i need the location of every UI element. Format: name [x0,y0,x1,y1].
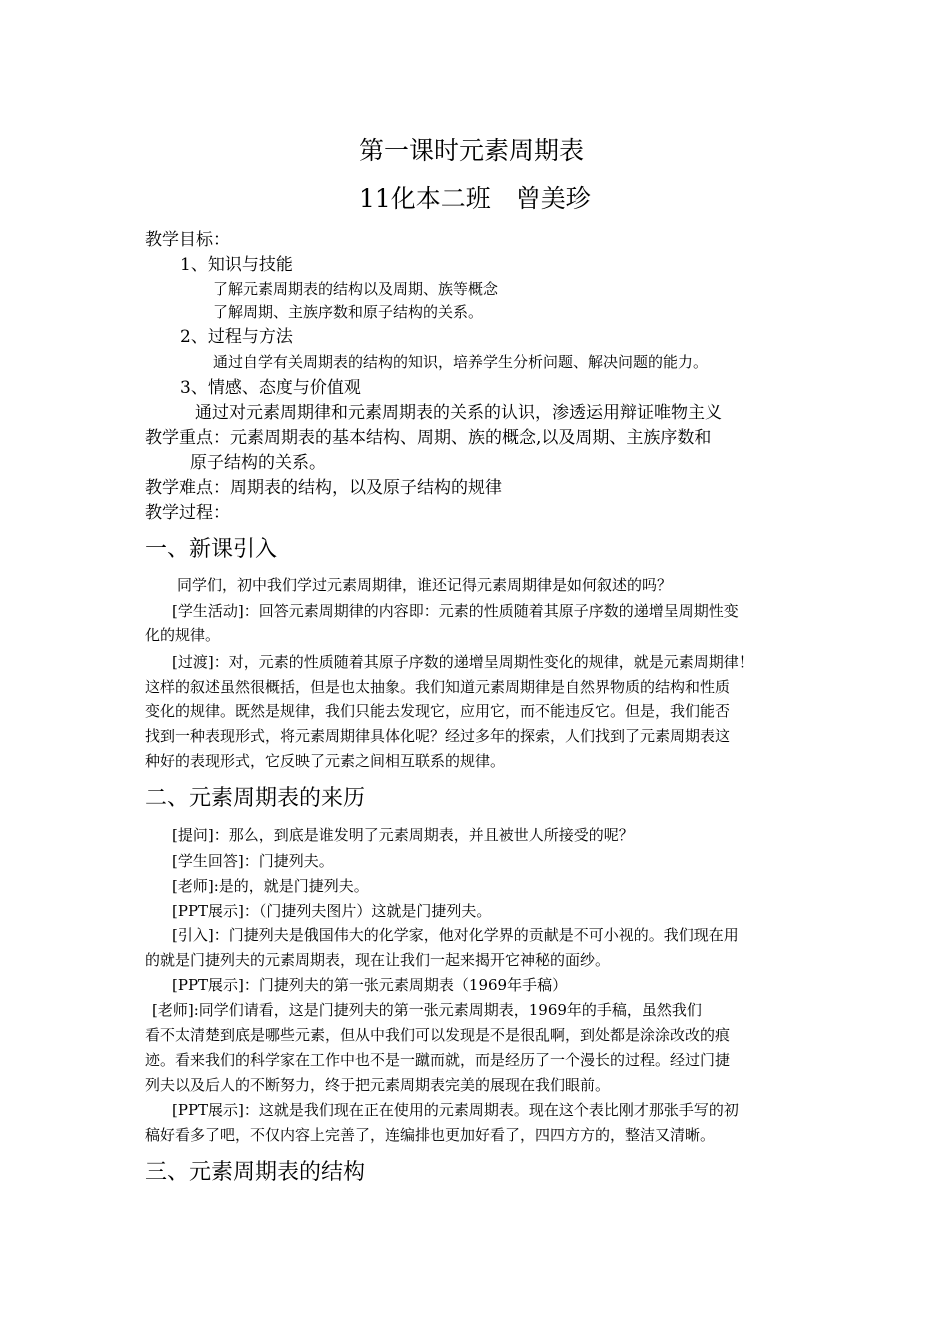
section-2-line: [老师]:是的，就是门捷列夫。 [172,877,369,895]
section-2-line: 的就是门捷列夫的元素周期表，现在让我们一起来揭开它神秘的面纱。 [145,951,611,969]
section-1-line: [过渡]：对，元素的性质随着其原子序数的递增呈周期性变化的规律，就是元素周期律！ [172,653,754,671]
section-1-line: 找到一种表现形式，将元素周期律具体化呢？经过多年的探索，人们找到了元素周期表这 [145,727,731,745]
section-2-line: 迹。看来我们的科学家在工作中也不是一蹴而就，而是经历了一个漫长的过程。经过门捷 [145,1051,731,1069]
objective-2-line-1: 通过自学有关周期表的结构的知识，培养学生分析问题、解决问题的能力。 [213,353,709,371]
section-2-line: [引入]：门捷列夫是俄国伟大的化学家，他对化学界的贡献是不可小视的。我们现在用 [172,926,739,944]
section-2-line: [PPT展示]：门捷列夫的第一张元素周期表（1969年手稿） [172,976,568,994]
objective-1-heading: 1、知识与技能 [180,255,293,275]
section-1-heading: 一、新课引入 [145,537,278,562]
objective-3-heading: 3、情感、态度与价值观 [180,378,361,398]
section-2-line: [学生回答]：门捷列夫。 [172,852,334,870]
section-1-line: 这样的叙述虽然很概括，但是也太抽象。我们知道元素周期律是自然界物质的结构和性质 [145,678,731,696]
objective-3-line-1: 通过对元素周期律和元素周期表的关系的认识，渗透运用辩证唯物主义 [195,403,722,423]
section-2-line: [PPT展示]：（门捷列夫图片）这就是门捷列夫。 [172,902,492,920]
section-1-line: 同学们，初中我们学过元素周期律，谁还记得元素周期律是如何叙述的吗？ [177,576,673,594]
key-points-line-2: 原子结构的关系。 [190,453,326,473]
section-2-line: 看不太清楚到底是哪些元素，但从中我们可以发现是不是很乱啊，到处都是涂涂改改的痕 [145,1026,731,1044]
section-2-line: 稿好看多了吧，不仅内容上完善了，连编排也更加好看了，四四方方的，整洁又清晰。 [145,1126,716,1144]
key-points-line-1: 教学重点：元素周期表的基本结构、周期、族的概念,以及周期、主族序数和 [145,428,712,448]
section-3-heading: 三、元素周期表的结构 [145,1160,366,1185]
process-heading: 教学过程： [145,503,230,523]
section-1-line: 种好的表现形式，它反映了元素之间相互联系的规律。 [145,752,506,770]
section-2-line: [PPT展示]：这就是我们现在正在使用的元素周期表。现在这个表比刚才那张手写的初 [172,1101,739,1119]
section-1-line: [学生活动]：回答元素周期律的内容即：元素的性质随着其原子序数的递增呈周期性变 [172,602,739,620]
objective-1-line-1: 了解元素周期表的结构以及周期、族等概念 [213,280,499,298]
objective-2-heading: 2、过程与方法 [180,327,293,347]
page-title: 第一课时元素周期表 [359,136,585,165]
section-1-line: 变化的规律。既然是规律，我们只能去发现它，应用它，而不能违反它。但是，我们能否 [145,702,731,720]
page-subtitle: 11化本二班 曾美珍 [359,184,591,213]
section-2-line: [老师]:同学们请看，这是门捷列夫的第一张元素周期表，1969年的手稿，虽然我们 [152,1001,702,1019]
section-2-line: 列夫以及后人的不断努力，终于把元素周期表完美的展现在我们眼前。 [145,1076,611,1094]
section-1-line: 化的规律。 [145,626,221,644]
section-2-heading: 二、元素周期表的来历 [145,786,366,811]
objective-1-line-2: 了解周期、主族序数和原子结构的关系。 [213,303,484,321]
difficulties: 教学难点：周期表的结构，以及原子结构的规律 [145,478,502,498]
objectives-heading: 教学目标： [145,230,230,250]
section-2-line: [提问]：那么，到底是谁发明了元素周期表，并且被世人所接受的呢？ [172,826,634,844]
